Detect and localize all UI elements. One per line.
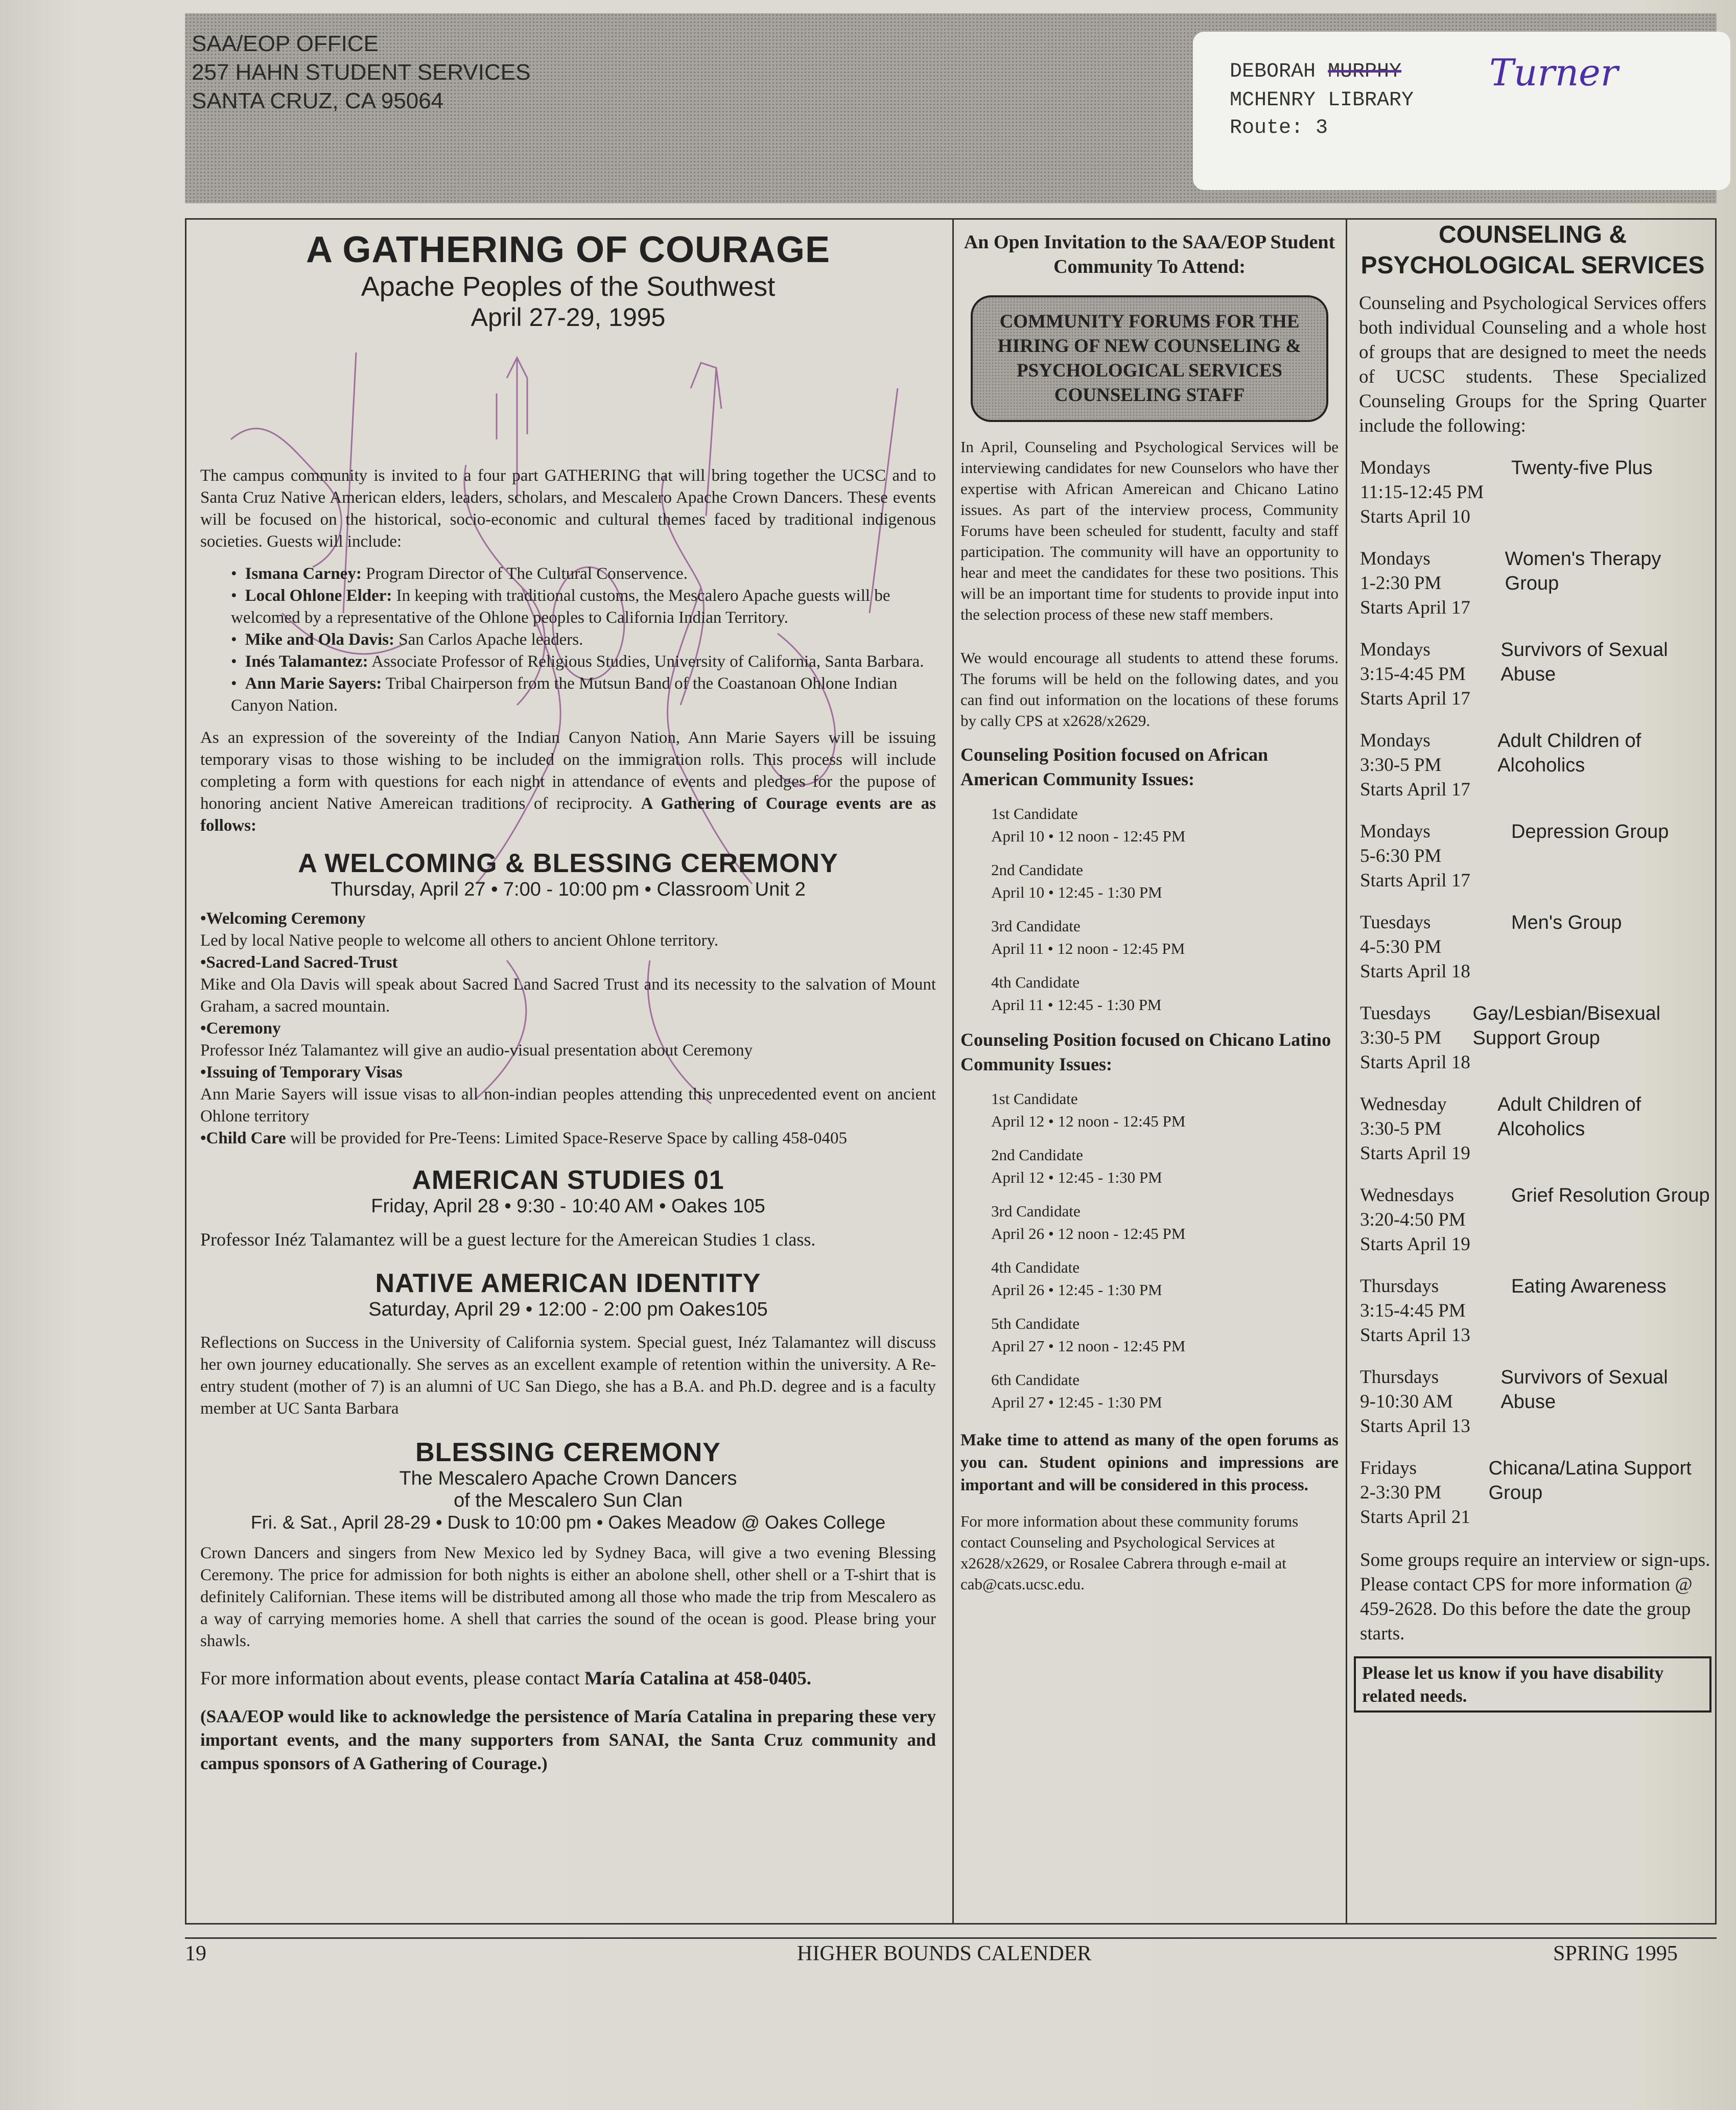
cps-column <box>1354 220 1711 1713</box>
guest-desc: Tribal Chairperson from the Mutsun Band of the Coastanoan Ohlone Indian Canyon Nation. <box>231 674 898 715</box>
disability-notice: Please let us know if you have disability related needs. <box>1354 1656 1711 1713</box>
guest-item <box>231 585 946 629</box>
group-start: Starts April 13 <box>1360 1416 1470 1437</box>
african-american-position-heading: Counseling Position focused on African American Community Issues: <box>960 744 1269 789</box>
blessing-sub1: The Mescalero Apache Crown Dancers <box>399 1468 737 1489</box>
guest-item <box>231 563 946 585</box>
candidate-slot <box>991 1369 1339 1414</box>
events-contact-name: María Catalina at 458-0405. <box>584 1668 812 1689</box>
identity-when: Saturday, April 29 • 12:00 - 2:00 pm Oakes105 <box>368 1299 768 1320</box>
group-name: Adult Children of Alcoholics <box>1497 730 1641 776</box>
group-entry <box>1354 638 1711 711</box>
group-time: 3:20-4:50 PM <box>1360 1209 1466 1230</box>
childcare-bold: •Child Care <box>200 1129 286 1147</box>
cps-signup-note: Some groups require an interview or sign-ups. Please contact CPS for more information @ 459-2628. Do this before the date the group starts. <box>1360 1550 1710 1644</box>
guest-name: Local Ohlone Elder: <box>245 587 392 605</box>
candidate-label: 4th Candidate <box>991 973 1080 991</box>
welcoming-item-head: •Sacred-Land Sacred-Trust <box>200 953 398 972</box>
guest-item <box>231 673 946 717</box>
forums-paragraph-1: In April, Counseling and Psychological Services will be interviewing candidates for new Counselors who have ther expertise with African Amereican and Chicano Latino issues. As part of the interview process, Community Forums have been scheuled for studentt, faculty and staff participation. The community will have an opportunity to hear and meet the candidates for these two positions. This will be an important time for students to provide input into the selection process of these new staff members. <box>960 438 1339 623</box>
group-name: Grief Resolution Group <box>1511 1185 1710 1206</box>
label-struck-name: MURPHY <box>1328 60 1402 83</box>
return-address-line: SANTA CRUZ, CA 95064 <box>192 88 444 113</box>
label-library-line: MCHENRY LIBRARY <box>1230 89 1414 112</box>
group-schedule <box>1360 456 1511 529</box>
candidate-time: April 11 • 12 noon - 12:45 PM <box>991 940 1185 957</box>
guest-desc: Associate Professor of Religious Studies, University of California, Santa Barbara. <box>368 652 924 671</box>
blessing-title: BLESSING CEREMONY <box>415 1438 721 1467</box>
group-schedule <box>1360 1274 1511 1348</box>
group-day: Tuesdays <box>1360 1003 1431 1024</box>
group-start: Starts April 17 <box>1360 688 1470 709</box>
forum-invitation: An Open Invitation to the SAA/EOP Student Community To Attend: <box>964 231 1335 277</box>
american-studies-text: Professor Inéz Talamantez will be a guest lecture for the Amereican Studies 1 class. <box>200 1229 816 1250</box>
guest-name: Mike and Ola Davis: <box>245 630 395 649</box>
blessing-when: Fri. & Sat., April 28-29 • Dusk to 10:00 pm • Oakes Meadow @ Oakes College <box>250 1512 886 1533</box>
identity-title: NATIVE AMERICAN IDENTITY <box>375 1269 761 1298</box>
column-divider <box>1346 218 1347 1925</box>
group-day: Thursdays <box>1360 1276 1439 1297</box>
cps-title: COUNSELING & PSYCHOLOGICAL SERVICES <box>1360 221 1705 279</box>
sovereignty-paragraph <box>200 727 936 837</box>
group-start: Starts April 17 <box>1360 597 1470 618</box>
group-name: Women's Therapy Group <box>1505 548 1661 594</box>
group-day: Wednesday <box>1360 1094 1447 1115</box>
group-time: 4-5:30 PM <box>1360 936 1442 957</box>
gathering-dates: April 27-29, 1995 <box>471 303 666 332</box>
group-time: 3:15-4:45 PM <box>1360 664 1466 685</box>
label-name-line <box>1230 60 1401 83</box>
sovereignty-text: As an expression of the sovereinty of the Indian Canyon Nation, Ann Marie Sayers will be issuing temporary visas to those wishing to be included on the immigration rolls. This process will include completing a form with questions for each night in attendance of events and pledges for the pupose of honoring ancient Native Amereican traditions of reciprocity. <box>200 729 936 813</box>
group-time: 1-2:30 PM <box>1360 573 1442 594</box>
events-contact <box>200 1668 936 1690</box>
candidate-label: 1st Candidate <box>991 1090 1078 1108</box>
group-schedule <box>1360 638 1500 711</box>
group-time: 3:30-5 PM <box>1360 755 1442 776</box>
group-time: 3:15-4:45 PM <box>1360 1300 1466 1321</box>
group-name: Depression Group <box>1511 821 1669 842</box>
group-start: Starts April 18 <box>1360 961 1470 982</box>
group-entry <box>1354 819 1711 893</box>
identity-text: Reflections on Success in the University of California system. Special guest, Inéz Talamantez will discuss her own journey educationally. She serves as an excellent example of retention within the university. A Re-entry student (mother of 7) is an alumni of UC San Diego, she has a B.A. and Ph.D. degree and is a faculty member at UC Santa Barbara <box>200 1333 936 1418</box>
guest-list <box>231 563 946 717</box>
cps-intro: Counseling and Psychological Services offers both individual Counseling and a whole host of groups that are designed to meet the needs of UCSC students. These Specialized Counseling Groups for the Spring Quarter include the following: <box>1359 293 1706 436</box>
chicano-latino-position-heading: Counseling Position focused on Chicano Latino Community Issues: <box>960 1029 1331 1074</box>
group-entry <box>1354 547 1711 620</box>
candidate-slot <box>991 1256 1339 1301</box>
forums-column <box>960 225 1339 1595</box>
candidate-label: 5th Candidate <box>991 1315 1080 1332</box>
group-start: Starts April 17 <box>1360 870 1470 891</box>
candidate-slot <box>991 971 1339 1016</box>
group-entry <box>1354 729 1711 802</box>
group-start: Starts April 21 <box>1360 1507 1470 1528</box>
page-number: 19 <box>185 1942 206 1965</box>
group-schedule <box>1360 1092 1497 1166</box>
group-entry <box>1354 1365 1711 1439</box>
group-schedule <box>1360 1001 1473 1075</box>
guest-desc: San Carlos Apache leaders. <box>394 630 583 649</box>
group-name: Men's Group <box>1511 912 1622 933</box>
group-schedule <box>1360 729 1497 802</box>
childcare-note <box>200 1128 936 1150</box>
welcoming-title: A WELCOMING & BLESSING CEREMONY <box>298 849 838 878</box>
issue-season: SPRING 1995 <box>1553 1942 1678 1965</box>
welcoming-items <box>200 908 936 1150</box>
group-time: 3:30-5 PM <box>1360 1118 1442 1139</box>
candidate-label: 2nd Candidate <box>991 1146 1083 1164</box>
candidate-label: 3rd Candidate <box>991 917 1081 935</box>
group-entry <box>1354 1183 1711 1257</box>
group-day: Mondays <box>1360 457 1430 478</box>
return-address-line: 257 HAHN STUDENT SERVICES <box>192 60 531 85</box>
group-name: Survivors of Sexual Abuse <box>1500 1367 1668 1413</box>
handwritten-correction: Turner <box>1489 51 1618 94</box>
candidate-time: April 10 • 12:45 - 1:30 PM <box>991 883 1162 901</box>
group-day: Mondays <box>1360 639 1430 660</box>
sovereignty-bold: A Gathering of Courage events are as follows: <box>200 794 936 835</box>
events-contact-prefix: For more information about events, please contact <box>200 1668 585 1689</box>
welcoming-when: Thursday, April 27 • 7:00 - 10:00 pm • Classroom Unit 2 <box>331 879 806 900</box>
guest-item <box>231 651 946 673</box>
return-address-line: SAA/EOP OFFICE <box>192 31 379 56</box>
group-entry <box>1354 1456 1711 1530</box>
gathering-subtitle: Apache Peoples of the Southwest <box>361 271 776 302</box>
group-entry <box>1354 910 1711 984</box>
candidate-time: April 12 • 12 noon - 12:45 PM <box>991 1112 1186 1130</box>
group-schedule <box>1360 910 1511 984</box>
group-name: Adult Children of Alcoholics <box>1497 1094 1641 1140</box>
group-start: Starts April 18 <box>1360 1052 1470 1073</box>
group-start: Starts April 19 <box>1360 1143 1470 1164</box>
forums-contact: For more information about these community forums contact Counseling and Psychological Services at x2628/x2629, or Rosalee Cabrera through e-mail at cab@cats.ucsc.edu. <box>960 1512 1299 1593</box>
group-start: Starts April 17 <box>1360 779 1470 800</box>
group-time: 3:30-5 PM <box>1360 1027 1442 1048</box>
candidate-time: April 27 • 12 noon - 12:45 PM <box>991 1337 1186 1355</box>
forums-closing: Make time to attend as many of the open forums as you can. Student opinions and impressions are important and will be considered in this process. <box>960 1431 1339 1494</box>
return-address <box>192 30 530 115</box>
group-entry <box>1354 1001 1711 1075</box>
group-entry <box>1354 1092 1711 1166</box>
label-first-name: DEBORAH <box>1230 60 1328 83</box>
cps-group-list <box>1354 456 1711 1530</box>
group-name: Survivors of Sexual Abuse <box>1500 639 1668 685</box>
blessing-text: Crown Dancers and singers from New Mexico led by Sydney Baca, will give a two evening Blessing Ceremony. The price for admission for both nights is either an abolone shell, other shell or a T-shirt that is definitely Californian. These items will be distributed among all those who made the trip from Mescalero as a way of carrying memories home. A shell that carries the sound of the ocean is good. Please bring your shawls. <box>200 1544 936 1650</box>
group-name: Chicana/Latina Support Group <box>1488 1458 1692 1504</box>
guest-item <box>231 629 946 651</box>
welcoming-item-text: Professor Inéz Talamantez will give an audio-visual presentation about Ceremony <box>200 1041 753 1060</box>
guest-name: Ismana Carney: <box>245 565 362 583</box>
group-day: Wednesdays <box>1360 1185 1455 1206</box>
welcoming-item-head: •Issuing of Temporary Visas <box>200 1063 403 1082</box>
welcoming-item-text: Led by local Native people to welcome all others to ancient Ohlone territory. <box>200 931 719 950</box>
candidate-label: 1st Candidate <box>991 805 1078 823</box>
publication-name: HIGHER BOUNDS CALENDER <box>797 1942 1092 1965</box>
group-schedule <box>1360 1183 1511 1257</box>
group-schedule <box>1360 547 1505 620</box>
candidate-slot <box>991 1144 1339 1189</box>
group-entry <box>1354 1274 1711 1348</box>
gathering-column <box>190 225 946 1775</box>
column-divider <box>952 218 954 1925</box>
candidate-slot <box>991 803 1339 848</box>
candidate-time: April 26 • 12 noon - 12:45 PM <box>991 1225 1186 1242</box>
footer-rule <box>185 1937 1717 1939</box>
forum-banner: COMMUNITY FORUMS FOR THE HIRING OF NEW COUNSELING & PSYCHOLOGICAL SERVICES COUNSELING STAFF <box>971 295 1328 422</box>
group-day: Fridays <box>1360 1458 1417 1479</box>
candidate-label: 3rd Candidate <box>991 1202 1081 1220</box>
group-schedule <box>1360 819 1511 893</box>
group-start: Starts April 13 <box>1360 1325 1470 1346</box>
label-route-line: Route: 3 <box>1230 116 1328 139</box>
welcoming-item-head: •Welcoming Ceremony <box>200 909 366 928</box>
candidate-slot <box>991 1200 1339 1245</box>
group-day: Thursdays <box>1360 1367 1439 1388</box>
guest-desc: Program Director of The Cultural Conservence. <box>361 565 688 583</box>
guest-desc: In keeping with traditional customs, the Mescalero Apache guests will be welcomed by a representative of the Ohlone peoples to California Indian Territory. <box>231 587 890 627</box>
candidate-time: April 11 • 12:45 - 1:30 PM <box>991 996 1162 1014</box>
guest-name: Ann Marie Sayers: <box>245 674 382 693</box>
welcoming-item-text: Mike and Ola Davis will speak about Sacred Land Sacred Trust and its necessity to the salvation of Mount Graham, a sacred mountain. <box>200 975 936 1016</box>
candidate-time: April 26 • 12:45 - 1:30 PM <box>991 1281 1162 1299</box>
candidate-slot <box>991 859 1339 904</box>
group-schedule <box>1360 1456 1489 1530</box>
gathering-intro: The campus community is invited to a four part GATHERING that will bring together the UCSC and to Santa Cruz Native American elders, leaders, scholars, and Mescalero Apache Crown Dancers. These events will be focused on the historical, socio-economic and cultural themes faced by traditional indigenous societies. Guests will include: <box>200 466 936 551</box>
candidate-time: April 10 • 12 noon - 12:45 PM <box>991 827 1186 845</box>
group-entry <box>1354 456 1711 529</box>
candidate-slot <box>991 1312 1339 1357</box>
group-start: Starts April 19 <box>1360 1234 1470 1255</box>
forums-paragraph-2: We would encourage all students to attend these forums. The forums will be held on the following dates, and you can find out information on the locations of these forums by cally CPS at x2628/x2629. <box>960 649 1339 730</box>
candidate-time: April 12 • 12:45 - 1:30 PM <box>991 1168 1162 1186</box>
group-time: 11:15-12:45 PM <box>1360 482 1484 503</box>
group-day: Mondays <box>1360 730 1430 751</box>
candidate-time: April 27 • 12:45 - 1:30 PM <box>991 1393 1162 1411</box>
group-name: Twenty-five Plus <box>1511 457 1653 479</box>
group-name: Eating Awareness <box>1511 1276 1667 1297</box>
gathering-title: A GATHERING OF COURAGE <box>306 229 830 270</box>
guest-name: Inés Talamantez: <box>245 652 368 671</box>
american-studies-when: Friday, April 28 • 9:30 - 10:40 AM • Oakes 105 <box>371 1195 765 1217</box>
childcare-text: will be provided for Pre-Teens: Limited Space-Reserve Space by calling 458-0405 <box>286 1129 847 1147</box>
welcoming-item-text: Ann Marie Sayers will issue visas to all non-indian peoples attending this unprecedented event on ancient Ohlone territory <box>200 1085 936 1126</box>
group-schedule <box>1360 1365 1500 1439</box>
acknowledgement: (SAA/EOP would like to acknowledge the persistence of María Catalina in preparing these very important events, and the many supporters from SANAI, the Santa Cruz community and campus sponsors of A Gathering of Courage.) <box>200 1706 936 1773</box>
group-day: Mondays <box>1360 548 1430 569</box>
candidate-label: 2nd Candidate <box>991 861 1083 879</box>
group-time: 5-6:30 PM <box>1360 846 1442 866</box>
group-name: Gay/Lesbian/Bisexual Support Group <box>1472 1003 1661 1049</box>
mailing-label <box>1193 32 1730 190</box>
candidate-label: 6th Candidate <box>991 1371 1080 1389</box>
welcoming-item-head: •Ceremony <box>200 1019 281 1038</box>
candidate-slot <box>991 1088 1339 1133</box>
group-start: Starts April 10 <box>1360 506 1470 527</box>
group-time: 9-10:30 AM <box>1360 1391 1453 1412</box>
american-studies-title: AMERICAN STUDIES 01 <box>412 1165 724 1195</box>
group-time: 2-3:30 PM <box>1360 1482 1442 1503</box>
candidate-slot <box>991 915 1339 960</box>
group-day: Mondays <box>1360 821 1430 842</box>
candidate-label: 4th Candidate <box>991 1258 1080 1276</box>
blessing-sub2: of the Mescalero Sun Clan <box>454 1490 683 1511</box>
group-day: Tuesdays <box>1360 912 1431 933</box>
